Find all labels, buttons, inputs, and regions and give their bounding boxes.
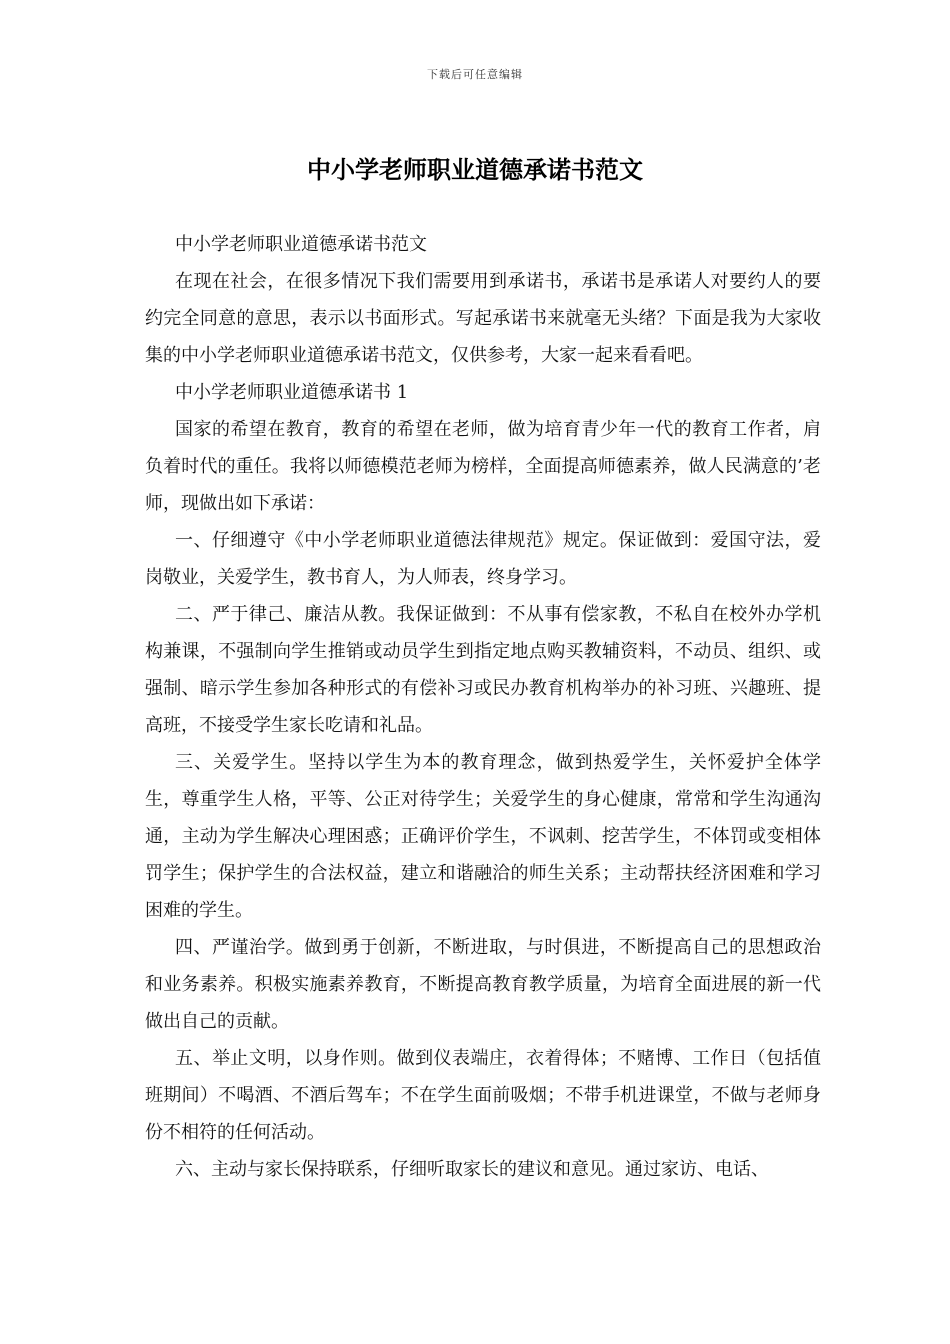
commitment-item-5: 五、举止文明，以身作则。做到仪表端庄，衣着得体；不赌博、工作日（包括值班期间）不喝酒、不酒后驾车；不在学生面前吸烟；不带手机进课堂，不做与老师身份不相符的任何活动。 — [145, 1048, 821, 1143]
intro-paragraph: 在现在社会，在很多情况下我们需要用到承诺书，承诺书是承诺人对要约人的要约完全同意的意思，表示以书面形式。写起承诺书来就毫无头绪？下面是我为大家收集的中小学老师职业道德承诺书范文，仅供参考，大家一起来看看吧。 — [145, 271, 821, 366]
commitment-item-2: 二、严于律己、廉洁从教。我保证做到：不从事有偿家教，不私自在校外办学机构兼课，不强制向学生推销或动员学生到指定地点购买教辅资料，不动员、组织、或强制、暗示学生参加各种形式的有偿补习或民办教育机构举办的补习班、兴趣班、提高班，不接受学生家长吃请和礼品。 — [145, 604, 821, 736]
document-body — [145, 226, 821, 1188]
document-title: 中小学老师职业道德承诺书范文 — [307, 155, 643, 184]
commitment-item-6: 六、主动与家长保持联系，仔细听取家长的建议和意见。通过家访、电话、 — [175, 1159, 769, 1180]
preamble-paragraph: 国家的希望在教育，教育的希望在老师，做为培育青少年一代的教育工作者，肩负着时代的重任。我将以师德模范老师为榜样，全面提高师德素养，做人民满意的’老师，现做出如下承诺： — [145, 419, 821, 514]
intro-heading: 中小学老师职业道德承诺书范文 — [175, 234, 427, 255]
commitment-item-3: 三、关爱学生。坚持以学生为本的教育理念，做到热爱学生，关怀爱护全体学生，尊重学生人格，平等、公正对待学生；关爱学生的身心健康，常常和学生沟通沟通，主动为学生解决心理困惑；正确评价学生，不讽刺、挖苦学生，不体罚或变相体罚学生；保护学生的合法权益，建立和谐融洽的师生关系；主动帮扶经济困难和学习困难的学生。 — [145, 752, 821, 921]
page-header-note: 下载后可任意编辑 — [427, 68, 523, 81]
section-heading-1: 中小学老师职业道德承诺书 1 — [175, 382, 409, 403]
commitment-item-4: 四、严谨治学。做到勇于创新，不断进取，与时俱进，不断提高自己的思想政治和业务素养。积极实施素养教育，不断提高教育教学质量，为培育全面进展的新一代做出自己的贡献。 — [145, 937, 821, 1032]
commitment-item-1: 一、仔细遵守《中小学老师职业道德法律规范》规定。保证做到：爱国守法，爱岗敬业，关爱学生，教书育人，为人师表，终身学习。 — [145, 530, 821, 588]
